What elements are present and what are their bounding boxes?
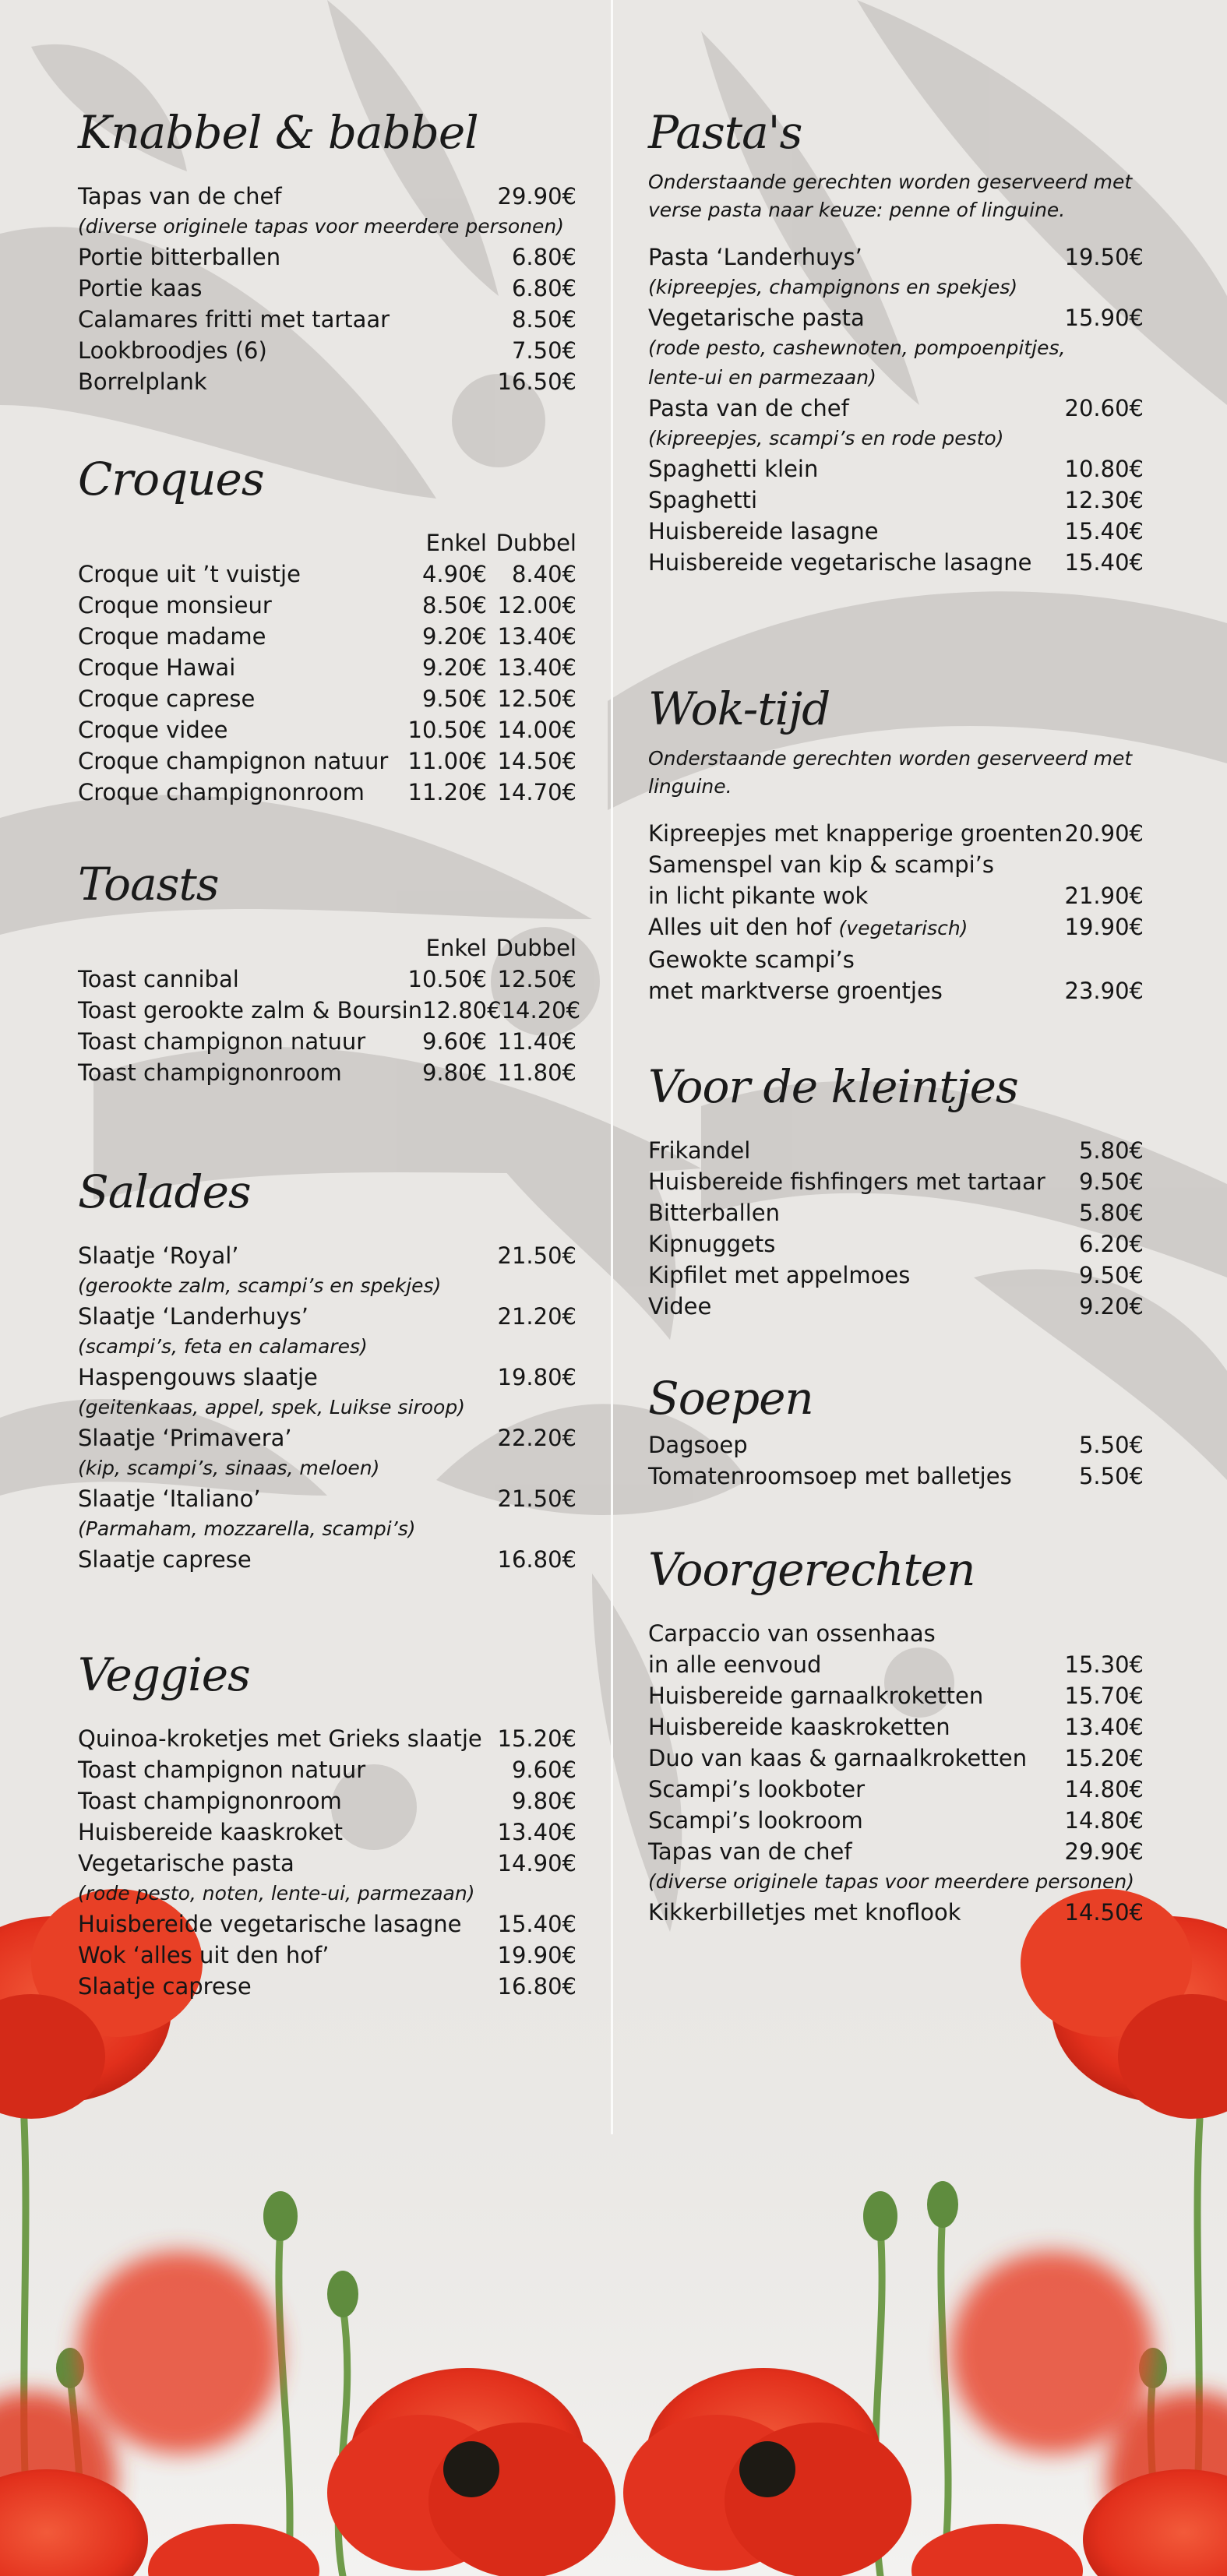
item-name: Huisbereide garnaalkroketten <box>648 1683 984 1709</box>
item-price: 5.50€ <box>1078 1463 1144 1489</box>
item-price-single: 9.50€ <box>421 685 487 712</box>
item-price: 16.80€ <box>497 1546 576 1573</box>
item-name: Toast champignonroom <box>78 1788 342 1814</box>
item-price-single: 10.50€ <box>407 966 487 992</box>
item-price-double: 14.50€ <box>497 748 576 774</box>
item-name: Videe <box>648 1293 712 1320</box>
item-price-double: 13.40€ <box>497 654 576 681</box>
menu-item <box>648 547 1144 578</box>
double-header: Dubbel <box>495 935 576 961</box>
item-name: Lookbroodjes (6) <box>78 337 267 364</box>
menu-item <box>648 302 1144 333</box>
item-price-single: 9.80€ <box>421 1059 487 1086</box>
section-wok-tijd <box>648 678 1144 1006</box>
item-description: (diverse originele tapas voor meerdere personen) <box>648 1870 1135 1893</box>
item-price-double: 11.40€ <box>497 1028 576 1055</box>
menu-item <box>648 1805 1144 1836</box>
item-name: in licht pikante wok <box>648 883 869 909</box>
item-name: Toast champignonroom <box>78 1059 342 1086</box>
menu-item <box>648 516 1144 547</box>
item-name: Kipnuggets <box>648 1231 776 1257</box>
column-divider <box>611 0 613 2134</box>
section-title: Salades <box>78 1165 251 1218</box>
item-price: 15.70€ <box>1064 1683 1144 1709</box>
menu-item <box>78 273 576 304</box>
item-description: (kip, scampi’s, sinaas, meloen) <box>78 1457 380 1479</box>
menu-item <box>78 1483 576 1514</box>
section-title: Voor de kleintjes <box>648 1060 1018 1113</box>
item-name: Kipreepjes met knapperige groenten <box>648 820 1063 847</box>
item-name-line: Samenspel van kip & scampi’s <box>648 851 994 878</box>
menu-item <box>648 393 1144 424</box>
item-name: Quinoa-kroketjes met Grieks slaatje <box>78 1725 482 1752</box>
item-price: 8.50€ <box>511 306 576 333</box>
item-price: 9.20€ <box>1078 1293 1144 1320</box>
item-price: 9.50€ <box>1078 1168 1144 1195</box>
item-name: Huisbereide vegetarische lasagne <box>78 1911 462 1937</box>
section-salades <box>78 1161 576 1575</box>
item-price-double: 14.70€ <box>497 779 576 805</box>
item-price: 21.90€ <box>1064 883 1144 909</box>
item-name: met marktverse groentjes <box>648 978 943 1004</box>
intro-line: Onderstaande gerechten worden geserveerd met linguine. <box>648 747 1133 798</box>
menu-item <box>78 1544 576 1575</box>
item-price: 21.50€ <box>497 1242 576 1269</box>
section-title: Knabbel & babbel <box>78 106 478 159</box>
double-header: Dubbel <box>495 530 576 556</box>
item-price: 19.50€ <box>1064 244 1144 270</box>
menu-item <box>78 1754 576 1785</box>
item-name: Toast cannibal <box>78 966 239 992</box>
menu-item <box>648 975 1144 1006</box>
item-price: 16.80€ <box>497 1973 576 2000</box>
item-price-double: 12.50€ <box>497 685 576 712</box>
item-price: 9.60€ <box>511 1757 576 1783</box>
item-price: 14.80€ <box>1064 1807 1144 1834</box>
item-price: 15.90€ <box>1064 305 1144 331</box>
item-price: 14.90€ <box>497 1850 576 1876</box>
menu-item <box>648 1649 1144 1680</box>
menu-item <box>78 366 576 397</box>
item-name: Spaghetti klein <box>648 456 819 482</box>
menu-item <box>648 1260 1144 1291</box>
menu-item <box>78 1848 576 1879</box>
section-intro <box>648 168 1144 224</box>
item-price: 12.30€ <box>1064 487 1144 513</box>
menu-item <box>78 559 576 590</box>
item-name: Pasta van de chef <box>648 395 849 421</box>
menu-item <box>78 1026 576 1057</box>
item-note: (vegetarisch) <box>838 917 968 939</box>
item-name: Tapas van de chef <box>648 1838 852 1865</box>
item-price-double: 14.20€ <box>501 997 581 1024</box>
item-name: Wok ‘alles uit den hof’ <box>78 1942 330 1968</box>
item-price: 13.40€ <box>497 1819 576 1845</box>
item-price-single: 9.60€ <box>421 1028 487 1055</box>
item-name: Huisbereide vegetarische lasagne <box>648 549 1032 576</box>
item-price: 20.60€ <box>1064 395 1144 421</box>
item-name: Bitterballen <box>648 1200 780 1226</box>
menu-item <box>648 1743 1144 1774</box>
item-description: (kipreepjes, scampi’s en rode pesto) <box>648 427 1004 449</box>
item-name: Croque uit ’t vuistje <box>78 561 301 587</box>
item-name: Slaatje ‘Primavera’ <box>78 1425 292 1451</box>
price-column-headers <box>78 527 576 559</box>
item-name: Tomatenroomsoep met balletjes <box>648 1463 1012 1489</box>
item-price: 14.50€ <box>1064 1899 1144 1926</box>
item-name: Croque caprese <box>78 685 256 712</box>
item-description: (gerookte zalm, scampi’s en spekjes) <box>78 1274 442 1297</box>
item-price: 9.80€ <box>511 1788 576 1814</box>
item-price-single: 4.90€ <box>421 561 487 587</box>
menu-item <box>78 241 576 273</box>
item-description: (scampi’s, feta en calamares) <box>78 1335 368 1358</box>
single-header: Enkel <box>425 935 487 961</box>
item-description: (Parmaham, mozzarella, scampi’s) <box>78 1517 416 1540</box>
menu-item <box>648 1680 1144 1711</box>
menu-item <box>78 304 576 335</box>
item-price: 13.40€ <box>1064 1714 1144 1740</box>
item-name: Scampi’s lookroom <box>648 1807 863 1834</box>
item-price: 6.80€ <box>511 244 576 270</box>
menu-item-line <box>648 944 1144 975</box>
menu-item <box>78 1362 576 1393</box>
menu-item <box>648 241 1144 273</box>
menu-item <box>648 1228 1144 1260</box>
item-price: 15.40€ <box>1064 549 1144 576</box>
item-price: 15.40€ <box>1064 518 1144 544</box>
single-header: Enkel <box>425 530 487 556</box>
menu-item <box>648 1166 1144 1197</box>
menu-item <box>78 995 581 1026</box>
menu-item <box>78 1240 576 1271</box>
item-name: Slaatje ‘Landerhuys’ <box>78 1303 309 1330</box>
item-name: Slaatje caprese <box>78 1973 252 2000</box>
item-name: in alle eenvoud <box>648 1651 822 1678</box>
item-price: 14.80€ <box>1064 1776 1144 1802</box>
item-price: 21.50€ <box>497 1485 576 1512</box>
item-price-double: 12.00€ <box>497 592 576 618</box>
item-name: Vegetarische pasta <box>78 1850 294 1876</box>
item-name: Slaatje ‘Italiano’ <box>78 1485 261 1512</box>
menu-item <box>648 911 1144 944</box>
item-price: 5.80€ <box>1078 1200 1144 1226</box>
item-description: (rode pesto, noten, lente-ui, parmezaan) <box>78 1882 475 1905</box>
item-price: 19.80€ <box>497 1364 576 1390</box>
menu-item <box>78 745 576 777</box>
item-price: 19.90€ <box>497 1942 576 1968</box>
menu-item <box>648 453 1144 485</box>
item-price: 29.90€ <box>497 183 576 210</box>
item-price: 5.80€ <box>1078 1137 1144 1164</box>
item-name: Huisbereide kaaskroketten <box>648 1714 950 1740</box>
item-name: Scampi’s lookboter <box>648 1776 866 1802</box>
menu-item <box>78 964 576 995</box>
item-description: (rode pesto, cashewnoten, pompoenpitjes, <box>648 337 1066 359</box>
section-voor-de-kleintjes <box>648 1055 1144 1322</box>
menu-item <box>78 1301 576 1332</box>
item-name: Huisbereide kaaskroket <box>78 1819 343 1845</box>
section-title: Voorgerechten <box>648 1543 975 1596</box>
item-name: Croque champignon natuur <box>78 748 389 774</box>
item-description: lente-ui en parmezaan) <box>648 366 876 389</box>
section-title: Veggies <box>78 1648 250 1701</box>
menu-item <box>648 1836 1144 1867</box>
item-name: Toast champignon natuur <box>78 1028 366 1055</box>
item-price: 22.20€ <box>497 1425 576 1451</box>
item-price: 9.50€ <box>1078 1262 1144 1288</box>
item-name: Portie kaas <box>78 275 203 301</box>
item-price-double: 14.00€ <box>497 717 576 743</box>
menu-item <box>648 1135 1144 1166</box>
item-name: Portie bitterballen <box>78 244 281 270</box>
item-name: Alles uit den hof <box>648 914 832 940</box>
item-name: Spaghetti <box>648 487 758 513</box>
item-name-line: Gewokte scampi’s <box>648 946 855 973</box>
menu-item <box>648 818 1144 849</box>
item-name: Toast champignon natuur <box>78 1757 366 1783</box>
price-column-headers <box>78 932 576 964</box>
item-name: Huisbereide fishfingers met tartaar <box>648 1168 1045 1195</box>
menu-item <box>78 335 576 366</box>
menu-item <box>648 1774 1144 1805</box>
menu-item <box>78 652 576 683</box>
item-price: 6.20€ <box>1078 1231 1144 1257</box>
item-price-single: 8.50€ <box>421 592 487 618</box>
item-name: Croque Hawai <box>78 654 236 681</box>
item-name: Kipfilet met appelmoes <box>648 1262 911 1288</box>
section-soepen <box>648 1367 1144 1492</box>
menu-item <box>648 1197 1144 1228</box>
item-price-single: 11.00€ <box>407 748 487 774</box>
section-title: Wok-tijd <box>648 682 830 735</box>
item-name: Croque videe <box>78 717 228 743</box>
menu-item <box>78 714 576 745</box>
item-name: Croque madame <box>78 623 266 650</box>
menu-item <box>648 1429 1144 1461</box>
section-croques <box>78 448 576 808</box>
section-voorgerechten <box>648 1538 1144 1928</box>
menu-item <box>78 777 576 808</box>
item-name: Haspengouws slaatje <box>78 1364 318 1390</box>
menu-item <box>78 1908 576 1940</box>
item-name: Calamares fritti met tartaar <box>78 306 390 333</box>
section-knabbel-babbel <box>78 101 576 397</box>
section-title: Soepen <box>648 1372 813 1425</box>
menu-item <box>648 1461 1144 1492</box>
item-price: 19.90€ <box>1064 914 1144 940</box>
item-price: 6.80€ <box>511 275 576 301</box>
item-price-single: 10.50€ <box>407 717 487 743</box>
menu-item <box>78 683 576 714</box>
section-toasts <box>78 853 581 1088</box>
item-name: Slaatje ‘Royal’ <box>78 1242 239 1269</box>
item-name: Kikkerbilletjes met knoflook <box>648 1899 961 1926</box>
intro-line: Onderstaande gerechten worden geserveerd met <box>648 171 1133 193</box>
item-price-single: 9.20€ <box>421 623 487 650</box>
section-title: Toasts <box>78 858 219 911</box>
menu-item <box>648 485 1144 516</box>
item-price: 15.30€ <box>1064 1651 1144 1678</box>
menu-item <box>648 1897 1144 1928</box>
menu-item <box>78 590 576 621</box>
item-price-single: 12.80€ <box>422 997 502 1024</box>
item-name-line: Carpaccio van ossenhaas <box>648 1620 936 1647</box>
menu-item <box>78 181 576 212</box>
menu-item <box>78 1817 576 1848</box>
item-price: 5.50€ <box>1078 1432 1144 1458</box>
menu-item <box>78 1723 576 1754</box>
item-name: Slaatje caprese <box>78 1546 252 1573</box>
section-veggies <box>78 1644 576 2002</box>
menu-item-line <box>648 1618 1144 1649</box>
section-pastas <box>648 101 1144 578</box>
item-price-double: 12.50€ <box>497 966 576 992</box>
menu-item <box>78 1971 576 2002</box>
item-price-double: 8.40€ <box>511 561 576 587</box>
item-price-single: 11.20€ <box>407 779 487 805</box>
menu-item <box>78 1422 576 1454</box>
menu-item-line <box>648 849 1144 880</box>
menu-item <box>648 880 1144 911</box>
item-name: Huisbereide lasagne <box>648 518 879 544</box>
item-price-single: 9.20€ <box>421 654 487 681</box>
item-description: (diverse originele tapas voor meerdere personen) <box>78 215 565 238</box>
item-price-double: 13.40€ <box>497 623 576 650</box>
section-intro <box>648 745 1144 801</box>
item-price: 15.40€ <box>497 1911 576 1937</box>
item-name: Vegetarische pasta <box>648 305 865 331</box>
item-price: 20.90€ <box>1064 820 1144 847</box>
item-price: 21.20€ <box>497 1303 576 1330</box>
menu-item <box>78 1940 576 1971</box>
menu-item <box>78 1785 576 1817</box>
intro-line: verse pasta naar keuze: penne of linguine. <box>648 199 1066 221</box>
item-name: Pasta ‘Landerhuys’ <box>648 244 862 270</box>
item-name: Croque monsieur <box>78 592 272 618</box>
item-description: (kipreepjes, champignons en spekjes) <box>648 276 1018 298</box>
item-name: Croque champignonroom <box>78 779 365 805</box>
item-name: Frikandel <box>648 1137 751 1164</box>
item-price: 16.50€ <box>497 368 576 395</box>
item-price: 29.90€ <box>1064 1838 1144 1865</box>
menu-item <box>648 1711 1144 1743</box>
item-price-double: 11.80€ <box>497 1059 576 1086</box>
item-name: Toast gerookte zalm & Boursin <box>78 997 423 1024</box>
item-name: Dagsoep <box>648 1432 748 1458</box>
menu-item <box>78 1057 576 1088</box>
item-price: 15.20€ <box>1064 1745 1144 1771</box>
section-title: Pasta's <box>648 106 802 159</box>
menu-item <box>648 1291 1144 1322</box>
item-name: Duo van kaas & garnaalkroketten <box>648 1745 1028 1771</box>
item-name: Tapas van de chef <box>78 183 282 210</box>
section-title: Croques <box>78 453 264 506</box>
item-price: 10.80€ <box>1064 456 1144 482</box>
menu-item <box>78 621 576 652</box>
item-name: Borrelplank <box>78 368 207 395</box>
item-description: (geitenkaas, appel, spek, Luikse siroop) <box>78 1396 465 1418</box>
item-price: 23.90€ <box>1064 978 1144 1004</box>
item-price: 7.50€ <box>511 337 576 364</box>
item-price: 15.20€ <box>497 1725 576 1752</box>
